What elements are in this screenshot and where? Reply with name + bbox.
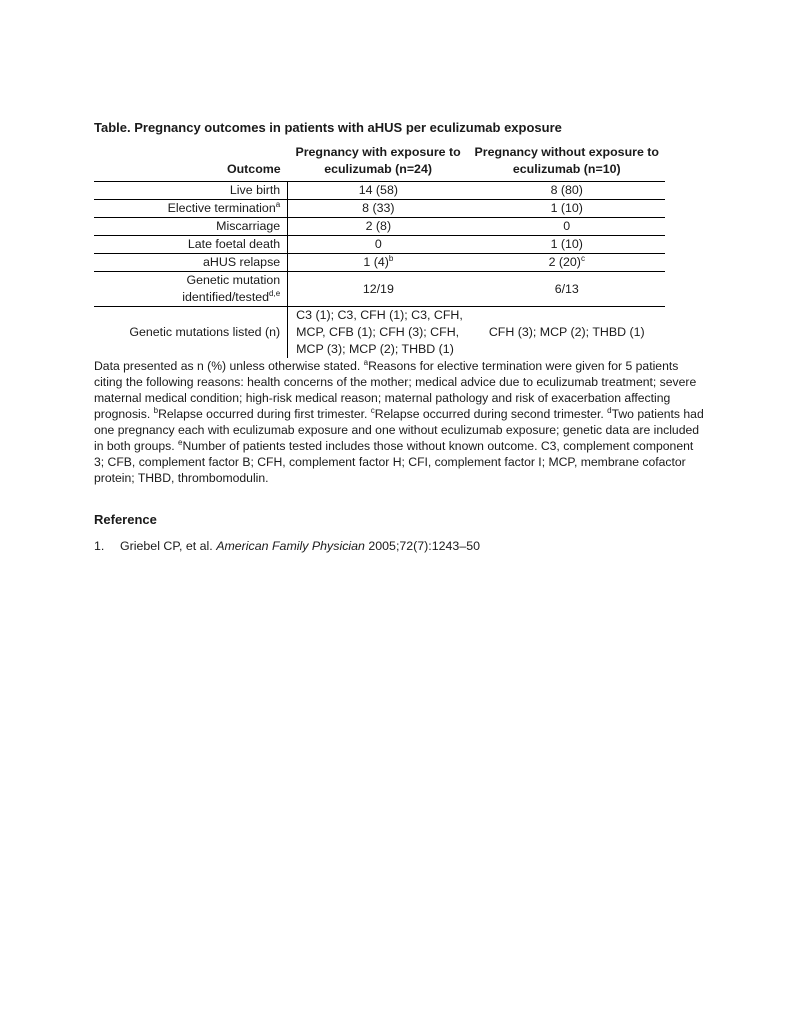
footnote-b: Relapse occurred during first trimester. bbox=[158, 407, 371, 421]
cell-with-exposure bbox=[288, 218, 469, 236]
outcomes-table bbox=[94, 143, 665, 358]
footnote-d: Two patients had one pregnancy each with eculizumab exposure and one without eculizumab exposure; genetic data are included in both groups. bbox=[94, 407, 704, 453]
table-row-mutations bbox=[94, 307, 665, 359]
cell-with-exposure bbox=[288, 254, 469, 272]
header-outcome: Outcome bbox=[94, 143, 288, 182]
cell-outcome-text: aHUS relapse bbox=[203, 255, 281, 269]
cell-with-exposure bbox=[288, 182, 469, 200]
cell-without-exposure-text: 6/13 bbox=[554, 281, 579, 296]
cell-without-exposure bbox=[469, 272, 666, 307]
cell-outcome-text: Genetic mutation identified/tested bbox=[182, 273, 281, 304]
footnote-mark-b: b bbox=[153, 405, 159, 415]
cell-with-exposure-text: 1 (4) bbox=[363, 255, 389, 269]
cell-outcome-text: Elective termination bbox=[167, 201, 276, 215]
reference-item bbox=[94, 539, 706, 553]
table-row bbox=[94, 200, 665, 218]
reference-journal: American Family Physician bbox=[216, 539, 365, 553]
cell-without-exposure bbox=[469, 254, 666, 272]
table-row bbox=[94, 236, 665, 254]
reference-citation: 2005;72(7):1243–50 bbox=[364, 539, 480, 553]
footnote-c: Relapse occurred during second trimester. bbox=[374, 407, 608, 421]
cell-outcome bbox=[94, 218, 288, 236]
cell-without-exposure-text: 2 (20) bbox=[548, 255, 581, 269]
table-row bbox=[94, 182, 665, 200]
table-title: Table. Pregnancy outcomes in patients with aHUS per eculizumab exposure bbox=[94, 120, 562, 135]
cell-without-exposure bbox=[469, 182, 666, 200]
cell-without-exposure-text: 0 bbox=[563, 219, 571, 233]
cell-outcome bbox=[94, 182, 288, 200]
cell-without-exposure: CFH (3); MCP (2); THBD (1) bbox=[488, 325, 645, 339]
reference-text bbox=[120, 539, 480, 553]
cell-outcome bbox=[94, 200, 288, 218]
cell-with-exposure-text: 12/19 bbox=[362, 281, 394, 296]
reference-heading: Reference bbox=[94, 512, 157, 527]
table-row bbox=[94, 272, 665, 307]
cell-with-exposure: C3 (1); C3, CFH (1); C3, CFH, MCP, CFB (1); CFH (3); CFH, MCP (3); MCP (2); THBD (1) bbox=[296, 308, 463, 356]
header-without-exposure: Pregnancy without exposure to eculizumab (n=10) bbox=[469, 143, 666, 182]
cell-with-exposure-footnote-mark: b bbox=[388, 253, 394, 263]
footnote-mark-e: e bbox=[178, 437, 183, 447]
header-with-exposure: Pregnancy with exposure to eculizumab (n=24) bbox=[288, 143, 469, 182]
cell-with-exposure-text: 2 (8) bbox=[365, 219, 392, 233]
table-row bbox=[94, 218, 665, 236]
cell-outcome-text: Late foetal death bbox=[187, 237, 281, 251]
footnote-mark-c: c bbox=[370, 405, 375, 415]
cell-without-exposure bbox=[469, 236, 666, 254]
document-page bbox=[94, 120, 706, 553]
reference-number: 1. bbox=[94, 539, 105, 553]
cell-outcome bbox=[94, 236, 288, 254]
cell-with-exposure bbox=[288, 200, 469, 218]
footnote-intro: Data presented as n (%) unless otherwise stated. bbox=[94, 359, 364, 373]
footnote-mark-d: d bbox=[607, 405, 612, 415]
footnote-a: Reasons for elective termination were given for 5 patients citing the following reasons: health concerns of the mother; medical advice due to eculizumab treatment; severe maternal medical condition; high-risk medical reason; maternal pathology and risk of exacerbation affecting prognosis. bbox=[94, 359, 697, 421]
cell-with-exposure-text: 14 (58) bbox=[358, 183, 398, 197]
cell-outcome bbox=[94, 272, 288, 307]
cell-without-exposure-text: 8 (80) bbox=[550, 183, 583, 197]
reference-authors: Griebel CP, et al. bbox=[120, 539, 217, 553]
cell-without-exposure-footnote-mark: c bbox=[580, 253, 585, 263]
cell-with-exposure-text: 0 bbox=[374, 237, 382, 251]
cell-outcome bbox=[94, 254, 288, 272]
table-body bbox=[94, 182, 665, 307]
cell-without-exposure bbox=[469, 218, 666, 236]
footnote-e: Number of patients tested includes those without known outcome. C3, complement component 3; CFB, complement factor B; CFH, complement factor H; CFI, complement factor I; MCP, membrane cofactor protein; THBD, thrombomodulin. bbox=[94, 439, 694, 485]
cell-with-exposure bbox=[288, 236, 469, 254]
footnote-mark-a: a bbox=[363, 357, 369, 367]
cell-without-exposure-text: 1 (10) bbox=[550, 201, 583, 215]
cell-outcome: Genetic mutations listed (n) bbox=[94, 307, 288, 359]
cell-with-exposure bbox=[288, 272, 469, 307]
table-footnotes bbox=[94, 358, 704, 486]
cell-without-exposure bbox=[469, 200, 666, 218]
cell-with-exposure-text: 8 (33) bbox=[362, 201, 395, 215]
cell-outcome-text: Live birth bbox=[229, 183, 281, 197]
cell-outcome-footnote-mark: a bbox=[275, 199, 281, 209]
cell-outcome-footnote-mark: d,e bbox=[269, 288, 281, 298]
cell-without-exposure-text: 1 (10) bbox=[550, 237, 583, 251]
table-header-row bbox=[94, 143, 665, 182]
cell-outcome-text: Miscarriage bbox=[216, 219, 281, 233]
table-row bbox=[94, 254, 665, 272]
